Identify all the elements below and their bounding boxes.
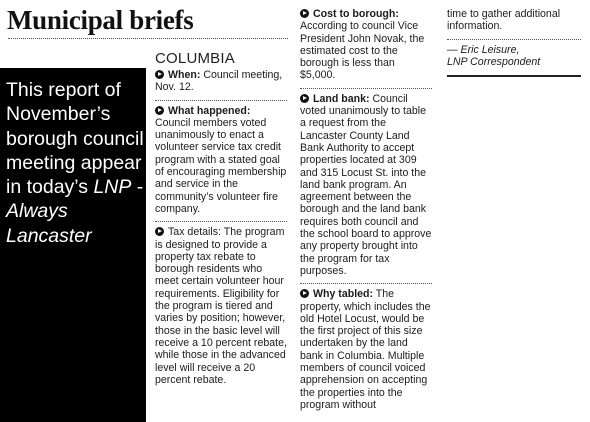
overlay-dash: - [131,176,144,199]
happened-label: What happened: [168,104,251,117]
divider [300,283,432,284]
divider [155,100,287,101]
brief-tabled [300,288,432,411]
bullet-icon [300,9,309,18]
bullet-icon [300,94,309,103]
end-rule [447,75,581,77]
bullet-icon [155,106,164,115]
tax-text: Tax details: The program is designed to provide a property tax rebate to borough residents who meet certain volunteer hour requirements. Eligibility for the program is tiered and varies by position; however, those in the basic level will receive a 10 percent rebate, while those in the advanced level will receive a 20 percent rebate. [155,226,287,386]
land-text: Council voted unanimously to table a request from the Lancaster County Land Bank Authority to accept properties located at 309 and 315 Locust St. into the land bank program. An agreement between the borough and the land bank requires both council and the school board to approve any property brought into the program for tax purposes. [300,92,432,277]
brief-land [300,93,432,277]
column-4 [447,8,581,77]
cost-text: According to council Vice President John Novak, the estimated cost to the borough is less than $5,000. [300,20,425,82]
byline-author: — Eric Leisure, [447,43,520,56]
overlay-note [6,78,144,248]
when-label: When: [168,69,201,81]
brief-tax [155,226,287,386]
column-2 [155,50,287,386]
divider [447,39,581,40]
bullet-icon [300,289,309,298]
brief-when [155,69,287,94]
brief-happened [155,105,287,117]
tabled-text: The property, which includes the old Hotel Locust, would be the first project of this size undertaken by the land bank in Columbia. Multiple members of council voiced apprehension on accepting the properties into the program without [300,288,431,411]
brief-cost [300,8,432,20]
overlay-italic-lnp: LNP [93,176,132,199]
continued-text: time to gather additional information. [447,8,561,33]
byline-title: LNP Correspondent [447,55,541,68]
divider [155,221,287,222]
when-text: Council meeting, Nov. 12. [155,69,283,94]
overlay-text: This report of November’s borough council meeting appear in today’s [6,79,144,199]
column-3 [300,8,432,411]
cost-label: Cost to borough: [313,8,399,20]
bullet-icon [155,70,164,79]
headline: Municipal briefs [7,5,194,35]
headline-rule [8,38,288,39]
overlay-italic-always-lancaster: Always Lancaster [6,200,92,247]
land-label: Land bank: [313,92,370,105]
section-title: COLUMBIA [155,50,235,67]
divider [300,88,432,89]
happened-text: Council members voted unanimously to enact a volunteer service tax credit program with a stated goal of encouraging membership and service in the community’s volunteer fire company. [155,116,287,215]
tabled-label: Why tabled: [313,288,374,301]
bullet-icon [155,227,164,236]
